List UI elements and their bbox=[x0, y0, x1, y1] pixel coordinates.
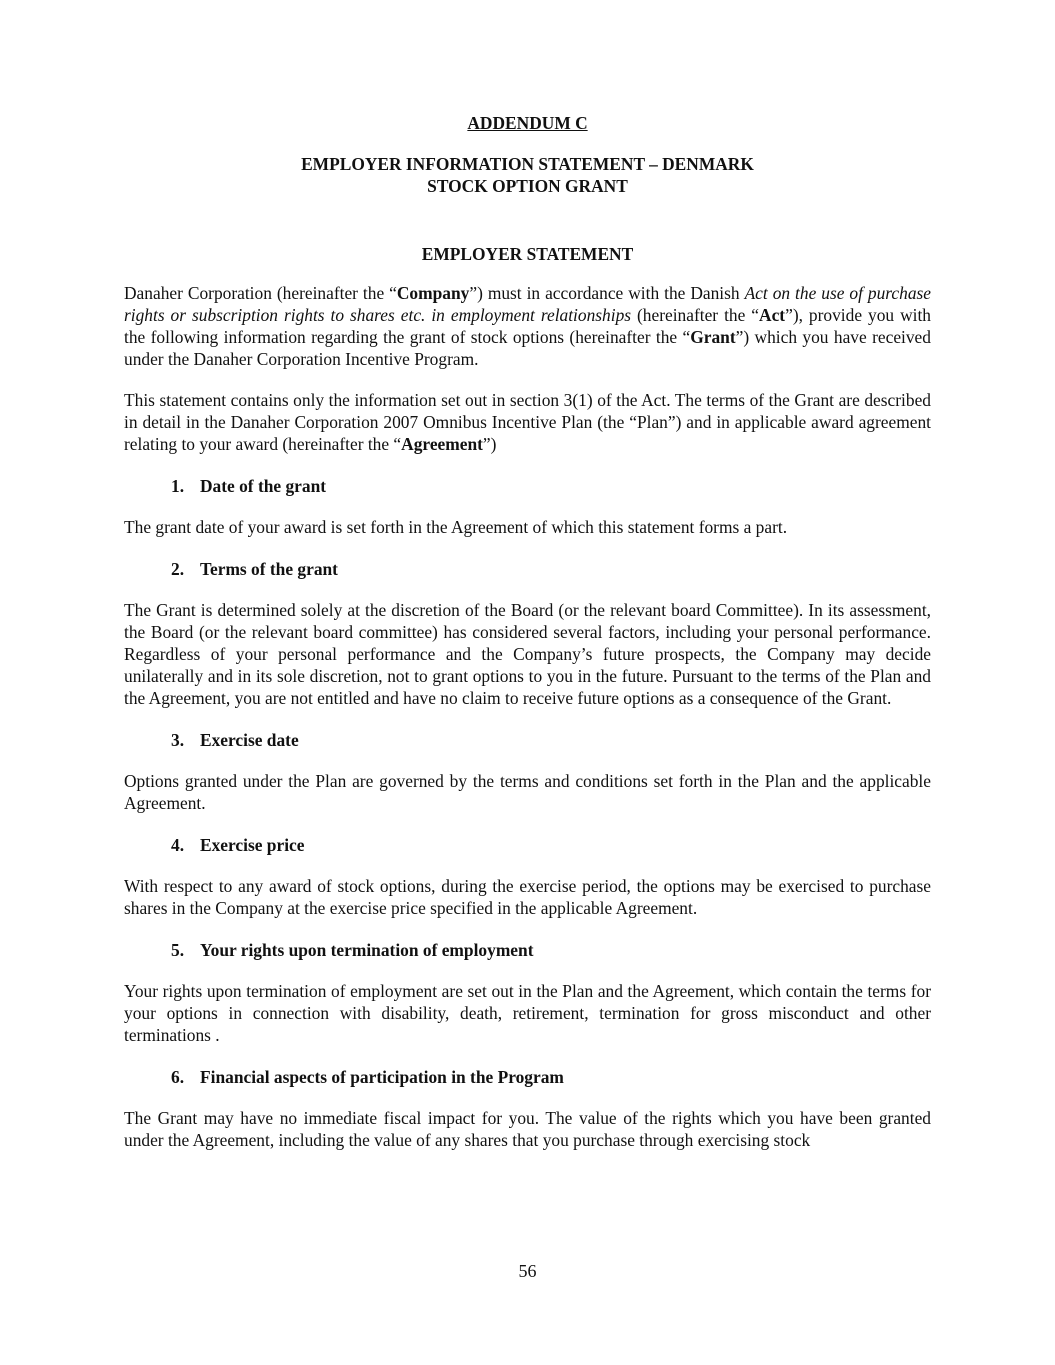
section-3-body: Options granted under the Plan are governed by the terms and conditions set forth in the Plan and the applicable Agreement. bbox=[124, 771, 931, 813]
section-4-heading bbox=[124, 834, 931, 856]
intro-p1-grant-term: Grant bbox=[690, 327, 736, 347]
section-5-heading bbox=[124, 939, 931, 961]
section-5-body: Your rights upon termination of employment are set out in the Plan and the Agreement, which contain the terms for your options in connection with disability, death, retirement, termination for gross misconduct and other terminations . bbox=[124, 981, 931, 1045]
addendum-title: ADDENDUM C bbox=[467, 113, 588, 133]
section-2-title: Terms of the grant bbox=[200, 559, 338, 579]
section-1-body: The grant date of your award is set forth in the Agreement of which this statement forms a part. bbox=[124, 517, 788, 537]
section-1-heading bbox=[124, 475, 931, 497]
intro-p2-text-2: ”) bbox=[482, 434, 497, 454]
intro-p1-act-name: Act on the use of purchase rights or subscription rights to shares etc. in employment relationships bbox=[124, 283, 931, 325]
section-5-number: 5. bbox=[171, 940, 185, 960]
section-6-heading bbox=[124, 1066, 931, 1088]
section-3-title: Exercise date bbox=[200, 730, 299, 750]
intro-p1-text-1: Danaher Corporation (hereinafter the “ bbox=[124, 283, 397, 303]
intro-p2-agreement-term: Agreement bbox=[401, 434, 483, 454]
section-2-number: 2. bbox=[171, 559, 185, 579]
section-3-number: 3. bbox=[171, 730, 185, 750]
intro-paragraph-2 bbox=[124, 389, 931, 455]
section-4-title: Exercise price bbox=[200, 835, 305, 855]
intro-p2-text-1: This statement contains only the information set out in section 3(1) of the Act. The terms of the Grant are described in detail in the Danaher Corporation 2007 Omnibus Incentive Plan (the “Plan”) and in applicable award agreement relating to your award (hereinafter the “ bbox=[124, 390, 931, 454]
section-1-number: 1. bbox=[171, 476, 185, 496]
section-4-number: 4. bbox=[171, 835, 185, 855]
section-6-body: The Grant may have no immediate fiscal impact for you. The value of the rights which you have been granted under the Agreement, including the value of any shares that you purchase through exercising stock bbox=[124, 1108, 931, 1150]
intro-p1-text-4: ”), provide you with the following information regarding the grant of stock options (hereinafter the “ bbox=[124, 305, 931, 347]
intro-p1-text-5: ”) which you have received under the Danaher Corporation Incentive Program. bbox=[124, 327, 931, 369]
section-4-body: With respect to any award of stock options, during the exercise period, the options may be exercised to purchase shares in the Company at the exercise price specified in the applicable Agreement. bbox=[124, 876, 931, 918]
section-1-title: Date of the grant bbox=[200, 476, 327, 496]
intro-paragraph-1 bbox=[124, 282, 931, 370]
intro-p1-act-term: Act bbox=[759, 305, 786, 325]
employer-statement-heading: EMPLOYER STATEMENT bbox=[421, 244, 634, 264]
section-6-title: Financial aspects of participation in the Program bbox=[200, 1067, 564, 1087]
intro-p1-text-2: ”) must in accordance with the Danish bbox=[469, 283, 745, 303]
intro-p1-text-3: (hereinafter the “ bbox=[631, 305, 760, 325]
section-3-heading bbox=[124, 729, 931, 751]
section-6-number: 6. bbox=[171, 1067, 185, 1087]
page-number: 56 bbox=[518, 1261, 537, 1281]
intro-p1-company-term: Company bbox=[396, 283, 470, 303]
statement-title-line-2: STOCK OPTION GRANT bbox=[427, 176, 628, 196]
document-page bbox=[124, 112, 931, 1151]
statement-title bbox=[124, 153, 931, 197]
section-2-body: The Grant is determined solely at the discretion of the Board (or the relevant board Committee). In its assessment, the Board (or the relevant board committee) has considered several factors, including your personal performance. Regardless of your personal performance and the Company’s future prospects, the Company may decide unilaterally and in its sole discretion, not to grant options to you in the future. Pursuant to the terms of the Plan and the Agreement, you are not entitled and have no claim to receive future options as a consequence of the Grant. bbox=[124, 600, 931, 708]
section-5-title: Your rights upon termination of employment bbox=[200, 940, 534, 960]
section-2-heading bbox=[124, 558, 931, 580]
statement-title-line-1: EMPLOYER INFORMATION STATEMENT – DENMARK bbox=[301, 154, 754, 174]
